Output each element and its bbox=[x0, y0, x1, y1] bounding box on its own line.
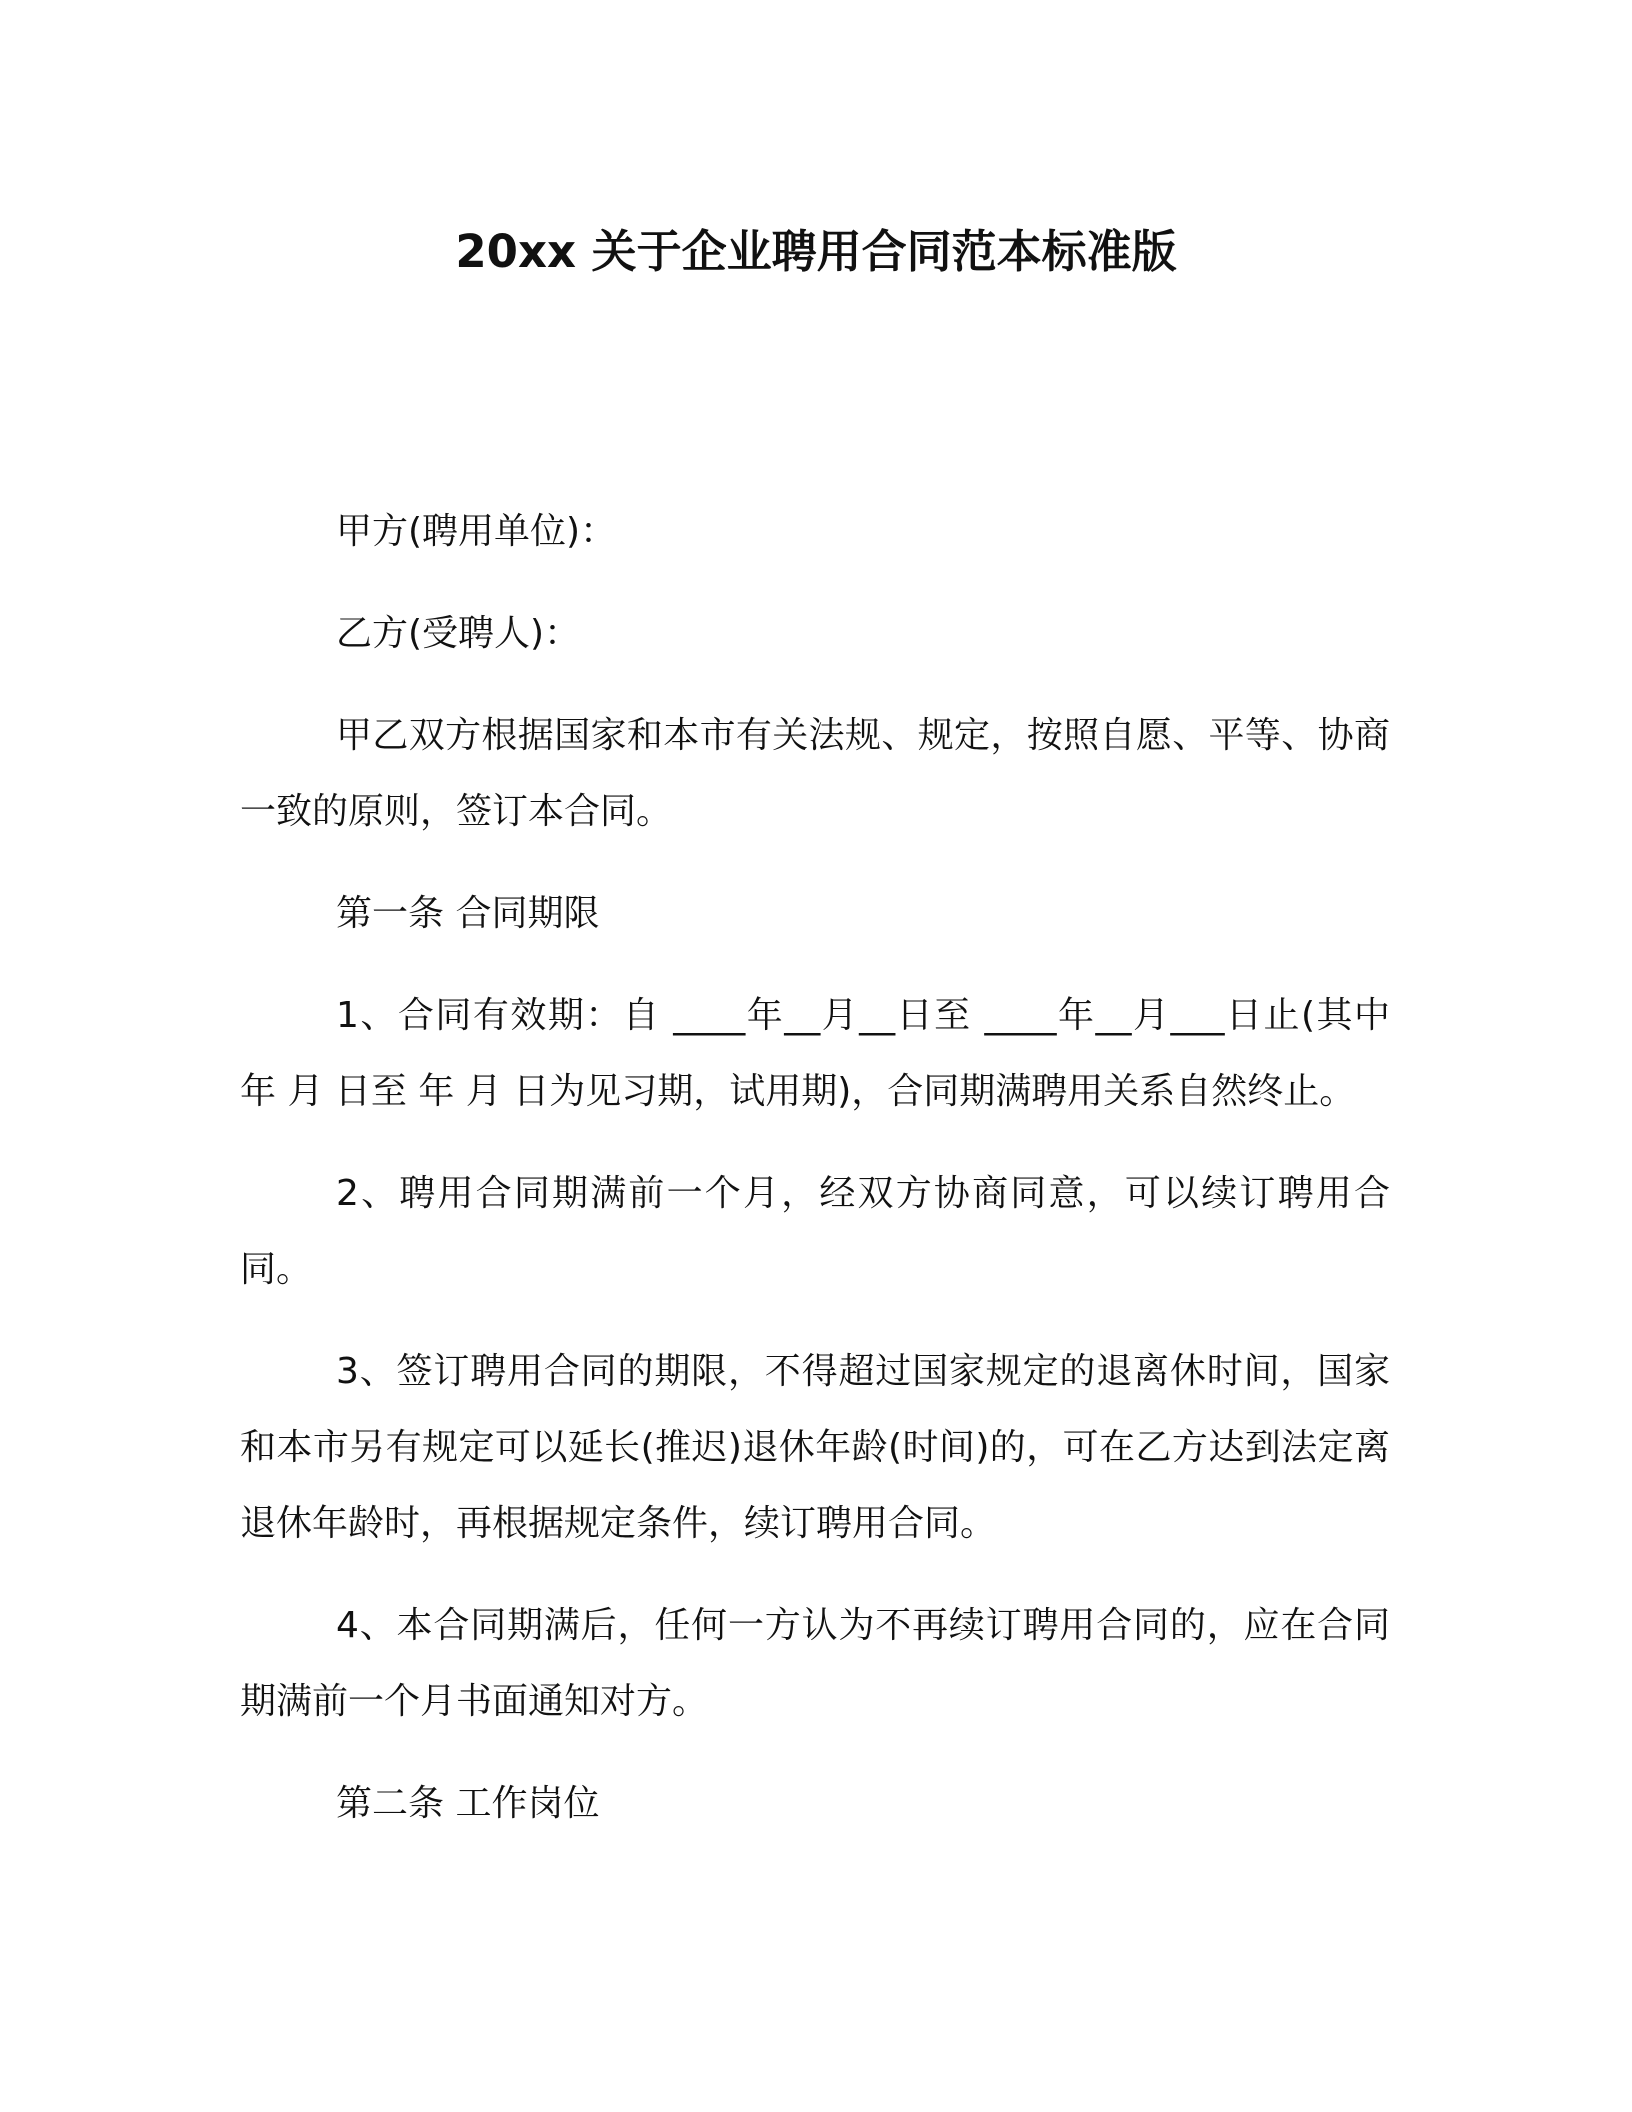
article-1-clause-4: 4、本合同期满后，任何一方认为不再续订聘用合同的，应在合同期满前一个月书面通知对方。 bbox=[240, 1605, 1390, 1722]
party-a-line: 甲方(聘用单位)： bbox=[336, 511, 617, 552]
party-b-line: 乙方(受聘人)： bbox=[336, 613, 581, 654]
article-1-clause-3: 3、签订聘用合同的期限，不得超过国家规定的退离休时间，国家和本市另有规定可以延长(推迟)退休年龄(时间)的，可在乙方达到法定离退休年龄时，再根据规定条件，续订聘用合同。 bbox=[240, 1351, 1390, 1544]
article-1-clause-1: 1、合同有效期：自 ____年__月__日至 ____年__月___日止(其中 年 月 日至 年 月 日为见习期，试用期)，合同期满聘用关系自然终止。 bbox=[240, 995, 1390, 1112]
article-2-heading: 第二条 工作岗位 bbox=[336, 1783, 600, 1824]
article-1-heading: 第一条 合同期限 bbox=[336, 893, 600, 934]
article-1-clause-2: 2、聘用合同期满前一个月，经双方协商同意，可以续订聘用合同。 bbox=[240, 1173, 1390, 1290]
preamble-paragraph: 甲乙双方根据国家和本市有关法规、规定，按照自愿、平等、协商一致的原则，签订本合同。 bbox=[240, 715, 1390, 832]
document-body bbox=[240, 494, 1390, 1868]
document-title: 20xx 关于企业聘用合同范本标准版 bbox=[455, 225, 1177, 278]
